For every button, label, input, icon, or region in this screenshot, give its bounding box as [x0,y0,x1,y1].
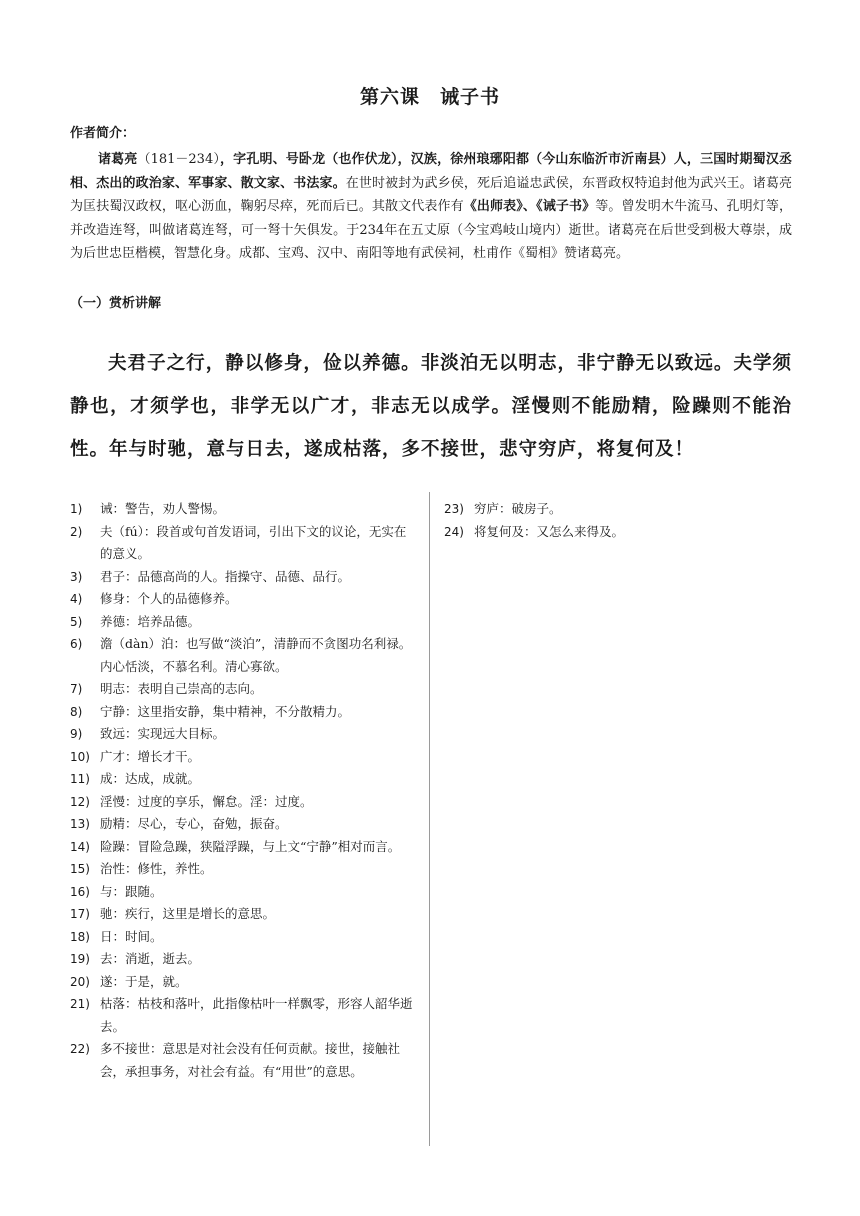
note-number: 23) [444,502,464,516]
note-text: 君子：品德高尚的人。指操守、品德、品行。 [100,568,351,584]
note-item [70,498,418,521]
note-number: 11) [70,772,90,786]
note-text: 多不接世：意思是对社会没有任何贡献。接世，接触社会，承担事务，对社会有益。有“用世”的意思。 [100,1041,401,1079]
author-heading: 作者简介： [70,126,136,141]
note-text: 励精：尽心，专心，奋勉，振奋。 [100,816,288,831]
note-item [70,813,418,836]
note-text: 澹（dàn）泊：也写做“淡泊”，清静而不贪图功名利禄。内心恬淡，不慕名利。清心寡欲。 [100,636,412,674]
note-text: 遂：于是，就。 [100,973,188,989]
classical-text: 夫君子之行，静以修身，俭以养德。非淡泊无以明志，非宁静无以致远。夫学须静也，才须学也，非学无以广才，非志无以成学。淫慢则不能励精，险躁则不能治性。年与时驰，意与日去，遂成枯落，多不接世，悲守穷庐，将复何及！ [70,353,792,460]
note-number: 21) [70,997,90,1011]
bio-name: 诸葛亮 [98,152,138,167]
note-number: 10) [70,749,90,764]
note-text: 广才：增长才干。 [100,748,201,764]
note-item [70,971,418,994]
note-text: 穷庐：破房子。 [474,501,562,516]
bio-text-2: 等。曾发明木牛流马、孔明灯等，并改造连弩，叫做诸葛连弩，可一弩十矢俱发。于234年在五丈原（今宝鸡岐山境内）逝世。诸葛亮在后世受到极大尊崇，成为后世忠臣楷模，智慧化身。成都、宝鸡、汉中、南阳等地有武侯祠，杜甫作《蜀相》赞诸葛亮。 [70,199,792,261]
note-item [70,521,418,566]
note-number: 14) [70,839,90,854]
note-text: 修身：个人的品德修养。 [100,591,238,606]
note-text: 与：跟随。 [100,883,163,899]
note-item [70,723,418,746]
notes-list-right [444,498,792,543]
note-item [70,903,418,926]
note-number: 3) [70,569,83,584]
bio-work-1: 《出师表》 [463,199,523,214]
note-item [70,746,418,769]
note-number: 7) [70,682,83,696]
note-item [70,948,418,971]
note-number: 4) [70,592,83,606]
note-number: 13) [70,817,90,831]
notes-column-left [70,498,418,1083]
note-item [444,521,792,544]
note-number: 15) [70,862,90,876]
note-item [70,588,418,611]
note-item [70,678,418,701]
note-item [444,498,792,521]
note-item [70,1038,418,1083]
bio-sep: 、 [522,199,537,214]
note-number: 6) [70,637,83,651]
note-number: 8) [70,704,83,719]
note-item [70,926,418,949]
notes-column-right [444,498,792,543]
note-number: 24) [444,524,464,539]
note-text: 成：达成，成就。 [100,771,201,786]
bio-work-2: 《诫子书》 [536,199,596,214]
note-number: 20) [70,974,90,989]
note-number: 12) [70,794,90,809]
bio-years: （181－234） [137,152,221,167]
note-number: 22) [70,1042,90,1056]
note-item [70,836,418,859]
bio-text: 在世时被封为武乡侯，死后追谥忠武侯，东晋政权特追封他为武兴王。诸葛亮为匡扶蜀汉政权，呕心沥血，鞠躬尽瘁，死而后已。其散文代表作有 [70,175,792,214]
note-text: 养德：培养品德。 [100,613,201,629]
note-text: 治性：修性，养性。 [100,861,213,876]
note-item [70,633,418,678]
note-text: 枯落：枯枝和落叶，此指像枯叶一样飘零，形容人韶华逝去。 [100,996,413,1034]
note-text: 夫（fú）：段首或句首发语词，引出下文的议论，无实在的意义。 [100,523,407,561]
note-number: 16) [70,884,90,899]
note-number: 19) [70,952,90,966]
note-item [70,611,418,634]
note-number: 1) [70,502,83,516]
note-number: 17) [70,907,90,921]
note-text: 日：时间。 [100,928,163,944]
note-number: 2) [70,524,83,539]
notes-list-left [70,498,418,1083]
author-bio [70,148,792,266]
note-text: 去：消逝，逝去。 [100,951,201,966]
note-number: 9) [70,727,83,741]
section-heading: （一）赏析讲解 [70,296,162,311]
note-item [70,791,418,814]
note-item [70,858,418,881]
note-text: 将复何及：又怎么来得及。 [474,523,625,539]
note-item [70,566,418,589]
page-title: 第六课 诫子书 [359,86,500,108]
bio-summary: ，字孔明、号卧龙（也作伏龙），汉族，徐州琅琊阳都（今山东临沂市沂南县）人，三国时期蜀汉丞相、杰出的政治家、军事家、散文家、书法家。 [70,152,792,191]
note-item [70,701,418,724]
note-text: 宁静：这里指安静，集中精神，不分散精力。 [100,703,351,719]
note-number: 18) [70,929,90,944]
column-divider [429,492,430,1146]
note-item [70,768,418,791]
note-text: 明志：表明自己崇高的志向。 [100,681,263,696]
note-item [70,993,418,1038]
note-number: 5) [70,614,83,629]
note-text: 险躁：冒险急躁，狭隘浮躁，与上文“宁静”相对而言。 [100,838,401,854]
note-text: 致远：实现远大目标。 [100,726,226,741]
note-item [70,881,418,904]
note-text: 诫：警告，劝人警惕。 [100,501,226,516]
note-text: 淫慢：过度的享乐，懈怠。淫：过度。 [100,793,313,809]
note-text: 驰：疾行，这里是增长的意思。 [100,906,276,921]
